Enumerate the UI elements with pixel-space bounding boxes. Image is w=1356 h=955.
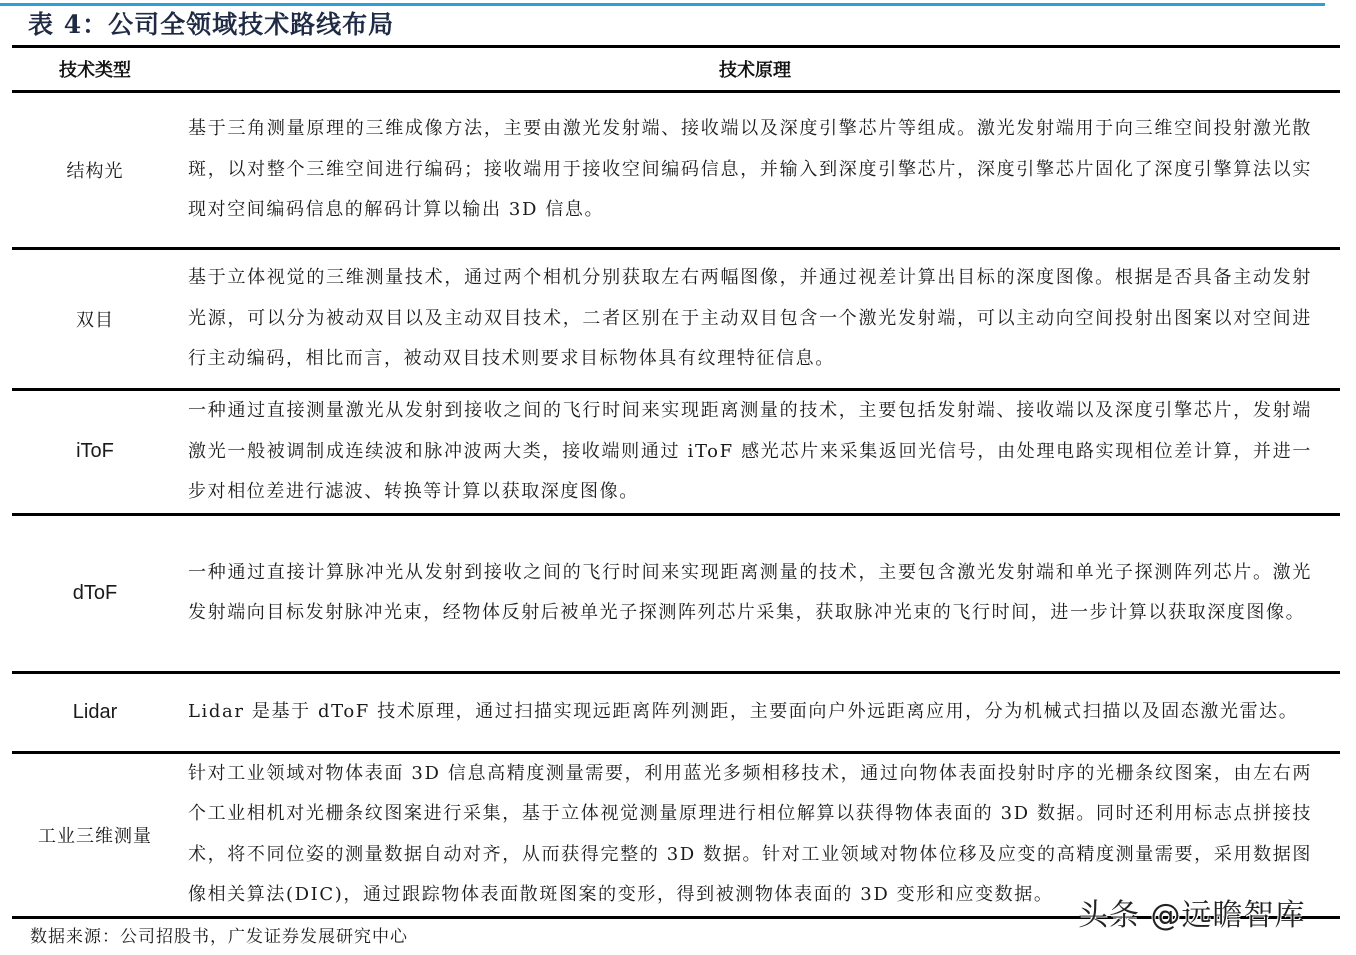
- tech-principle-cell: 基于三角测量原理的三维成像方法，主要由激光发射端、接收端以及深度引擎芯片等组成。激光发射端用于向三维空间投射激光散斑，以对整个三维空间进行编码；接收端用于接收空间编码信息，并输入到深度引擎芯片，深度引擎芯片固化了深度引擎算法以实现对空间编码信息的解码计算以输出 3D 信息。: [178, 92, 1340, 249]
- watermark: 头条 @远瞻智库: [1078, 898, 1306, 933]
- table-row-lidar: [12, 672, 1340, 752]
- table-title: 表 4：公司全领域技术路线布局: [28, 10, 395, 39]
- tech-type-cell: 工业三维测量: [12, 752, 178, 917]
- header-tech-type: 技术类型: [12, 47, 178, 92]
- tech-type-cell: iToF: [12, 390, 178, 515]
- tech-type-cell: 结构光: [12, 92, 178, 249]
- tech-principle-cell: 一种通过直接计算脉冲光从发射到接收之间的飞行时间来实现距离测量的技术，主要包含激光发射端和单光子探测阵列芯片。激光发射端向目标发射脉冲光束，经物体反射后被单光子探测阵列芯片采集，获取脉冲光束的飞行时间，进一步计算以获取深度图像。: [178, 514, 1340, 672]
- table-row-structured-light: [12, 92, 1340, 249]
- data-source-note: 数据来源：公司招股书，广发证券发展研究中心: [30, 927, 408, 947]
- table-header-row: [12, 47, 1340, 92]
- tech-type-cell: 双目: [12, 249, 178, 390]
- tech-roadmap-table: [12, 45, 1340, 919]
- tech-principle-cell: Lidar 是基于 dToF 技术原理，通过扫描实现远距离阵列测距，主要面向户外远距离应用，分为机械式扫描以及固态激光雷达。: [178, 672, 1340, 752]
- table-row-dtof: [12, 514, 1340, 672]
- table-row-stereo: [12, 249, 1340, 390]
- tech-type-cell: dToF: [12, 514, 178, 672]
- tech-principle-cell: 基于立体视觉的三维测量技术，通过两个相机分别获取左右两幅图像，并通过视差计算出目标的深度图像。根据是否具备主动发射光源，可以分为被动双目以及主动双目技术，二者区别在于主动双目包含一个激光发射端，可以主动向空间投射出图案以对空间进行主动编码，相比而言，被动双目技术则要求目标物体具有纹理特征信息。: [178, 249, 1340, 390]
- tech-type-cell: Lidar: [12, 672, 178, 752]
- top-accent-rule: [0, 3, 1325, 6]
- tech-principle-cell: 针对工业领域对物体表面 3D 信息高精度测量需要，利用蓝光多频相移技术，通过向物体表面投射时序的光栅条纹图案，由左右两个工业相机对光栅条纹图案进行采集，基于立体视觉测量原理进行相位解算以获得物体表面的 3D 数据。同时还利用标志点拼接技术，将不同位姿的测量数据自动对齐，从而获得完整的 3D 数据。针对工业领域对物体位移及应变的高精度测量需要，采用数据图像相关算法(DIC)，通过跟踪物体表面散斑图案的变形，得到被测物体表面的 3D 变形和应变数据。: [178, 752, 1340, 917]
- tech-principle-cell: 一种通过直接测量激光从发射到接收之间的飞行时间来实现距离测量的技术，主要包括发射端、接收端以及深度引擎芯片，发射端激光一般被调制成连续波和脉冲波两大类，接收端则通过 iToF 感光芯片来采集返回光信号，由处理电路实现相位差计算，并进一步对相位差进行滤波、转换等计算以获取深度图像。: [178, 390, 1340, 515]
- table-row-itof: [12, 390, 1340, 515]
- header-tech-principle: 技术原理: [178, 47, 1340, 92]
